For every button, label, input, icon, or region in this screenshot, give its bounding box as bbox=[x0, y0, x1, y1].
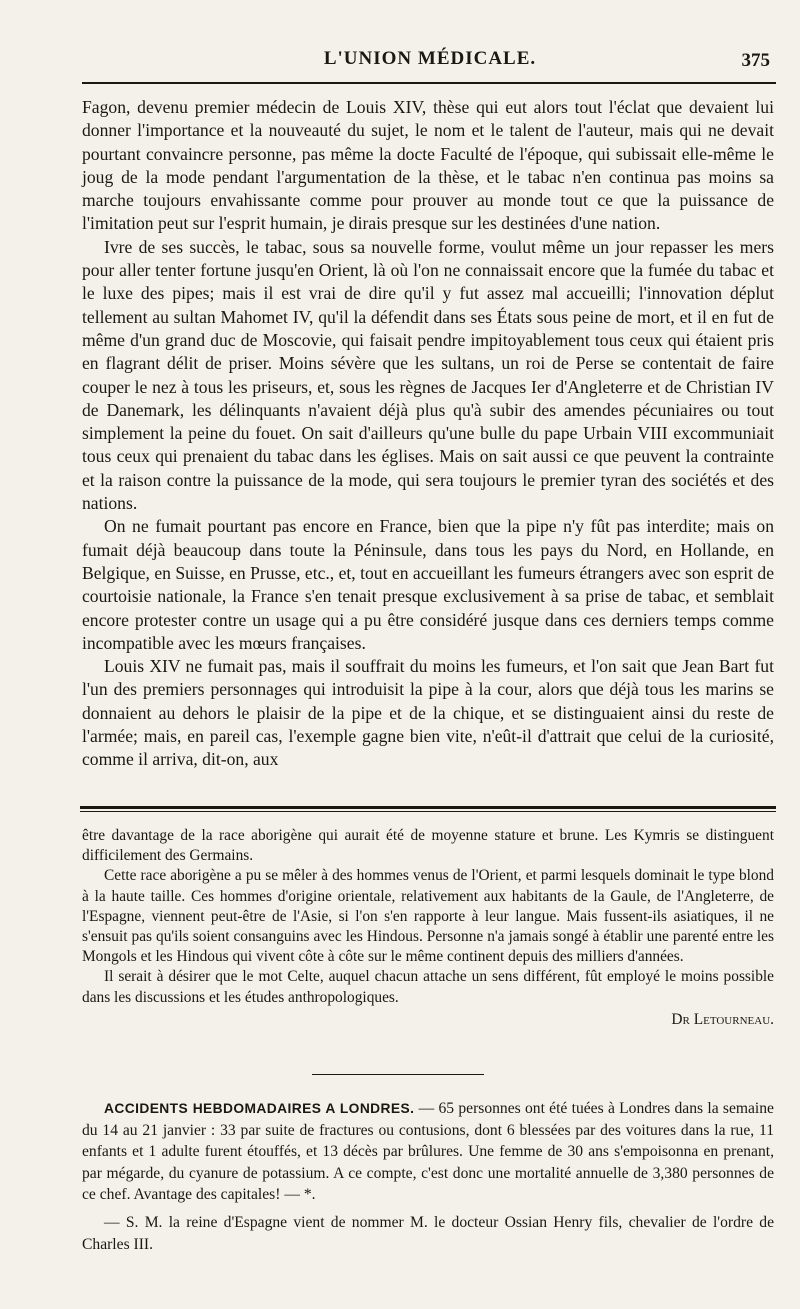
header-rule bbox=[82, 82, 776, 84]
paragraph: Fagon, devenu premier médecin de Louis XIV, thèse qui eut alors tout l'éclat que devaient lui donner l'importance et la nouveauté du sujet, le nom et le talent de l'auteur, mais qui ne devait pourtant convaincre personne, pas même la docte Faculté de l'époque, qui subissait elle-même le joug de la mode pendant l'argumentation de la thèse, et le tabac n'en continua pas moins sa marche toujours envahissante comme pour prouver au monde tout ce que la puissance de l'imitation peut sur l'esprit humain, je dirais presque sur les destinées d'une nation. bbox=[82, 97, 774, 234]
section-divider-thin bbox=[80, 811, 776, 812]
main-text bbox=[82, 96, 774, 772]
note-paragraph: Cette race aborigène a pu se mêler à des hommes venus de l'Orient, et parmi lesquels dominait le type blond à la haute taille. Ces hommes d'origine orientale, relativement aux habitants de la Gaule, de l'Angleterre, de l'Espagne, viennent peut-être de l'Asie, si l'on s'en rapporte à leur langue. Mais fussent-ils asiatiques, il ne s'ensuit pas qu'ils soient consanguins avec les Hindous. Personne n'a jamais songé à établir une parenté entre les Mongols et les Hindous qui vivent côte à côte sur le même continent depuis des milliers d'années. bbox=[82, 867, 774, 966]
news-body: — 65 personnes ont été tuées à Londres dans la semaine du 14 au 21 janvier : 33 par suite de fractures ou contusions, dont 6 blessées par des voitures dans la rue, 11 enfants et 1 adulte furent étouffés, et 13 décès par brûlures. Une femme de 30 ans s'empoisonna en prenant, par mégarde, du cyanure de potassium. A ce compte, c'est donc une mortalité annuelle de 3,380 personnes de ce chef. Avantage des capitales! — *. bbox=[82, 1100, 774, 1204]
note-paragraph: Il serait à désirer que le mot Celte, auquel chacun attache un sens différent, fût employé le moins possible dans les discussions et les études anthropologiques. bbox=[82, 968, 774, 1006]
author-signature: Dr Letourneau. bbox=[671, 1010, 774, 1028]
page-number: 375 bbox=[741, 50, 770, 71]
footnote-section bbox=[82, 826, 774, 1030]
paragraph: Louis XIV ne fumait pas, mais il souffrait du moins les fumeurs, et l'on sait que Jean Bart fut l'un des premiers personnages qui introduisit la pipe à la cour, alors que déjà tous les marins se donnaient au dehors le plaisir de la pipe et de la chique, et se distinguaient ainsi du reste de l'armée; mais, en pareil cas, l'exemple gagne bien vite, n'eût-il d'attrait que celui de la curiosité, comme il arriva, dit-on, aux bbox=[82, 656, 774, 770]
paragraph: Ivre de ses succès, le tabac, sous sa nouvelle forme, voulut même un jour repasser les mers pour aller tenter fortune jusqu'en Orient, là où l'on ne connaissait encore que la fumée du tabac et le luxe des pipes; mais il est vrai de dire qu'il y fut assez mal accueilli; l'innovation déplut tellement au sultan Mahomet IV, qu'il la défendit dans ses États sous peine de mort, et il en fut de même d'un grand duc de Moscovie, qui faisait pendre impitoyablement tous ceux qui étaient pris en flagrant délit de priser. Moins sévère que les sultans, un roi de Perse se contentait de faire couper le nez à tous les priseurs, et, sous les règnes de Jacques Ier d'Angleterre et de Christian IV de Danemark, les délinquants n'avaient déjà plus qu'à subir des amendes pécuniaires ou tout simplement la peine du fouet. On sait d'ailleurs qu'une bulle du pape Urbain VIII excommuniait tous ceux qui prenaient du tabac dans les églises. Mais on sait aussi ce que peuvent la contrainte et la raison contre la puissance de la mode, qui sera toujours le premier tyran des sociétés et des nations. bbox=[82, 236, 774, 514]
page-header bbox=[80, 48, 780, 78]
news-heading: ACCIDENTS HEBDOMADAIRES A LONDRES. bbox=[104, 1101, 415, 1116]
news-section bbox=[82, 1098, 774, 1255]
section-divider bbox=[80, 806, 776, 809]
paragraph: On ne fumait pourtant pas encore en France, bien que la pipe n'y fût pas interdite; mais on fumait déjà beaucoup dans toute la Péninsule, dans tous les pays du Nord, en Hollande, en Belgique, en Suisse, en Prusse, etc., et, tout en accueillant les fumeurs étrangers avec son esprit de courtoisie nationale, la France s'en tenait presque exclusivement à sa prise de tabac, et semblait encore protester contre un usage qui a pu être considéré jusque dans ces derniers temps comme incompatible avec les mœurs françaises. bbox=[82, 516, 774, 653]
news-item: — S. M. la reine d'Espagne vient de nommer M. le docteur Ossian Henry fils, chevalier de l'ordre de Charles III. bbox=[82, 1213, 774, 1253]
news-item bbox=[82, 1098, 774, 1206]
note-paragraph: être davantage de la race aborigène qui aurait été de moyenne stature et brune. Les Kymris se distinguent difficilement des Germains. bbox=[82, 827, 774, 865]
running-title: L'UNION MÉDICALE. bbox=[323, 48, 537, 69]
short-divider bbox=[312, 1074, 484, 1075]
